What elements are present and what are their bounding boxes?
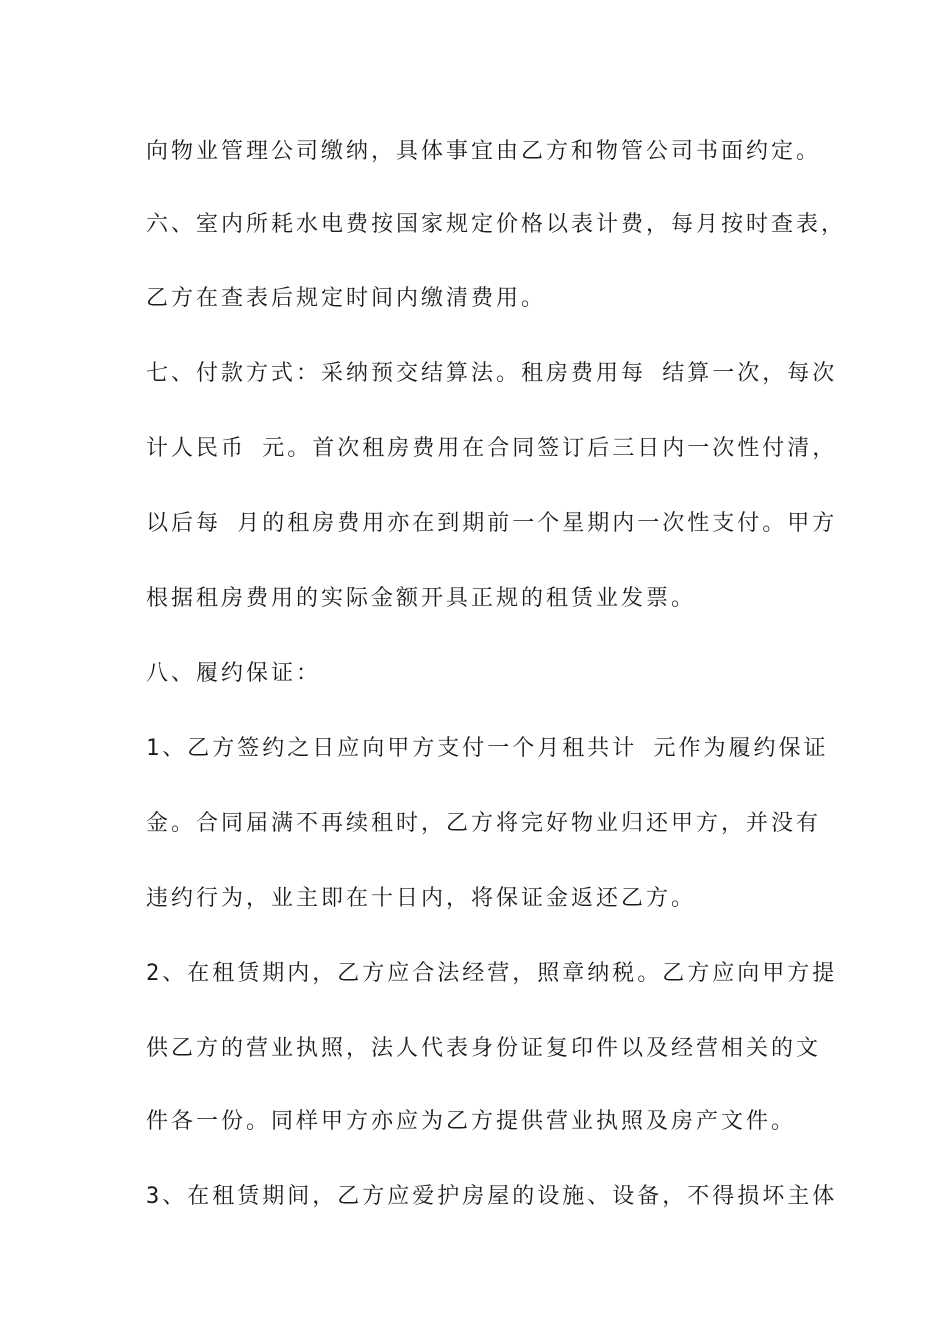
text-line: 八、履约保证：: [146, 661, 322, 686]
text-line: 3、在租赁期间，乙方应爱护房屋的设施、设备，不得损坏主体: [146, 1184, 838, 1209]
text-line: 七、付款方式：采纳预交结算法。租房费用每 结算一次，每次: [146, 361, 838, 386]
text-line: 计人民币 元。首次租房费用在合同签订后三日内一次性付清，: [146, 436, 838, 461]
text-line: 供乙方的营业执照，法人代表身份证复印件以及经营相关的文: [146, 1036, 822, 1061]
text-line: 件各一份。同样甲方亦应为乙方提供营业执照及房产文件。: [146, 1109, 797, 1134]
text-line: 违约行为，业主即在十日内，将保证金返还乙方。: [146, 886, 697, 911]
text-line: 向物业管理公司缴纳，具体事宜由乙方和物管公司书面约定。: [146, 139, 822, 164]
text-line: 根据租房费用的实际金额开具正规的租赁业发票。: [146, 586, 697, 611]
text-line: 六、室内所耗水电费按国家规定价格以表计费，每月按时查表，: [146, 212, 847, 237]
text-line: 金。合同届满不再续租时，乙方将完好物业归还甲方，并没有: [146, 811, 822, 836]
text-line: 2、在租赁期内，乙方应合法经营，照章纳税。乙方应向甲方提: [146, 961, 838, 986]
text-line: 以后每 月的租房费用亦在到期前一个星期内一次性支付。甲方: [146, 511, 838, 536]
text-line: 乙方在查表后规定时间内缴清费用。: [146, 286, 547, 311]
text-line: 1、乙方签约之日应向甲方支付一个月租共计 元作为履约保证: [146, 736, 829, 761]
